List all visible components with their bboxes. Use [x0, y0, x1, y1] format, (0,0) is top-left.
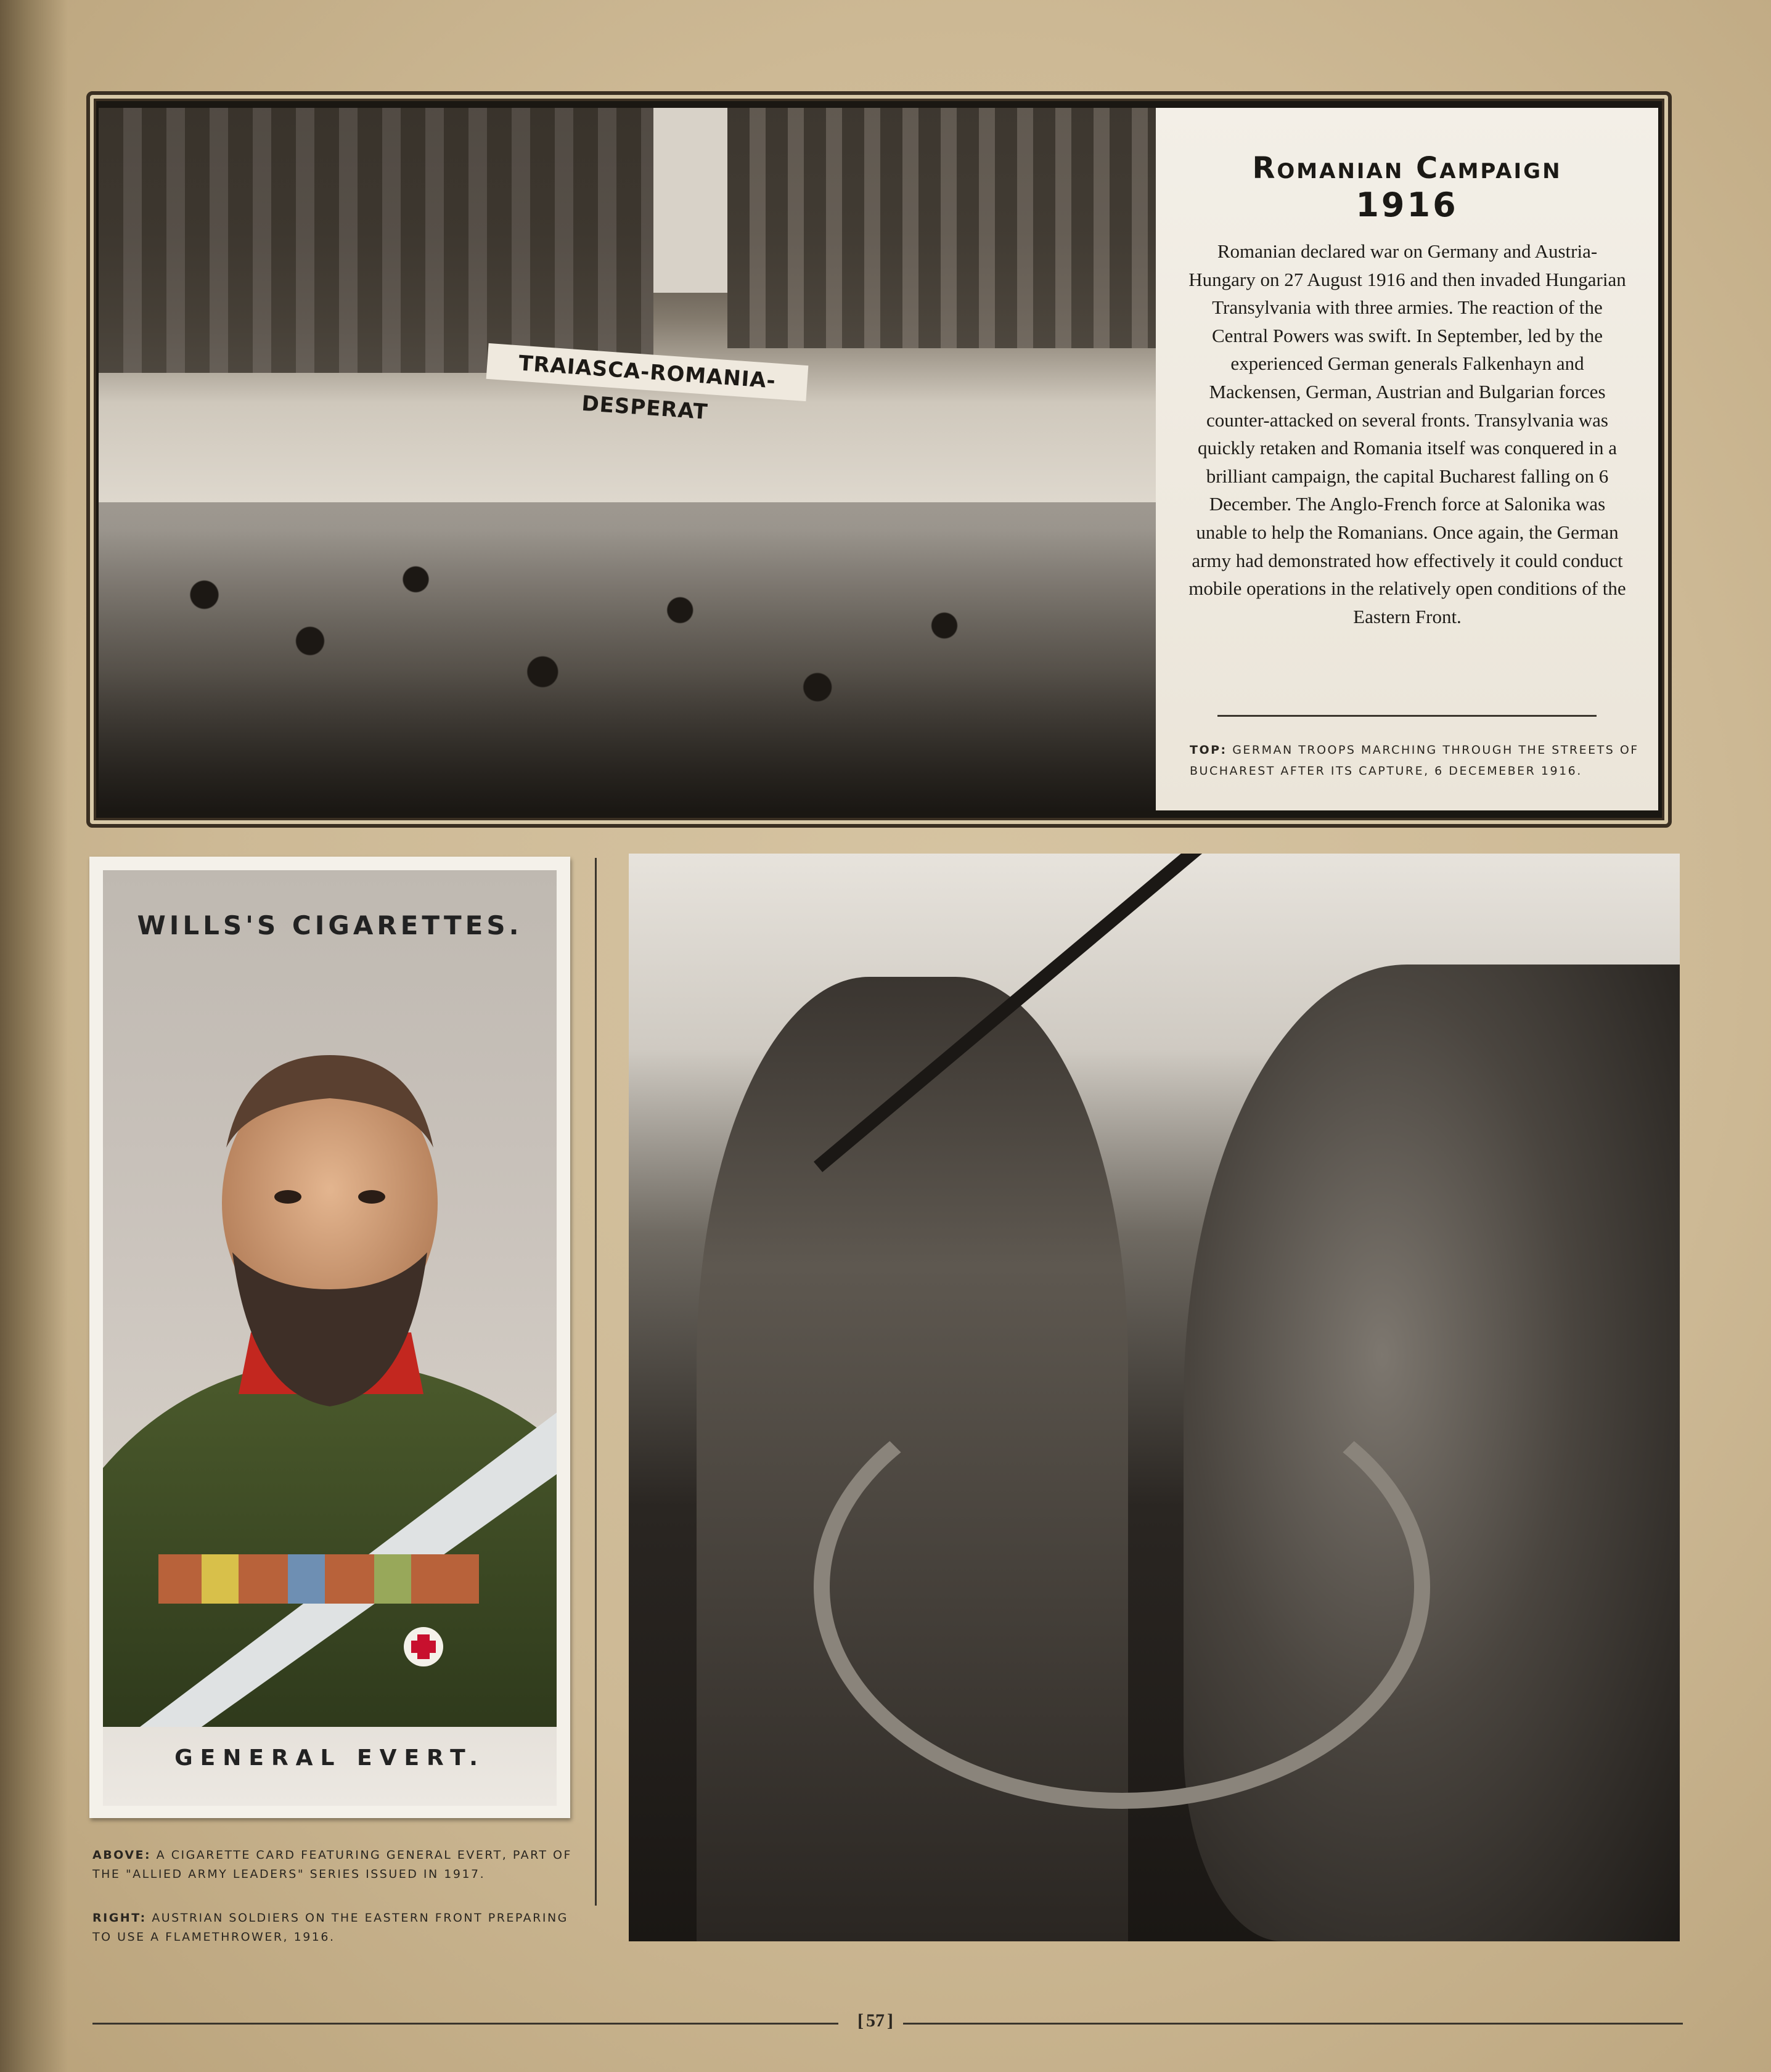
footer-rule-left	[92, 2023, 838, 2025]
right-caption	[92, 1909, 573, 1947]
right-building	[727, 108, 1156, 348]
panel-divider	[1217, 715, 1597, 717]
card-subject: GENERAL EVERT.	[174, 1745, 485, 1771]
page-number: [ 57 ]	[854, 2010, 897, 2031]
marching-troops	[99, 502, 1156, 810]
panel-body-text: Romanian declared war on Germany and Austria-Hungary on 27 August 1916 and then invaded Hungarian Transylvania with three armies. The reaction of the Central Powers was swift. In September, led by the experienced German generals Falkenhayn and Mackensen, German, Austrian and Bulgarian forces counter-attacked on several fronts. Transylvania was quickly retaken and Romania itself was conquered in a brilliant campaign, the capital Bucharest falling on 6 December. The Anglo-French force at Salonika was unable to help the Romanians. Once again, the German army had demonstrated how effectively it could conduct mobile operations in the relatively open conditions of the Eastern Front.	[1188, 240, 1626, 627]
top-photo-caption	[1190, 740, 1640, 781]
book-spine-shadow	[0, 0, 68, 2072]
left-building	[99, 108, 653, 373]
flamethrower-hose	[814, 1365, 1430, 1809]
tunic	[103, 1363, 557, 1727]
caption-text-right: AUSTRIAN SOLDIERS ON THE EASTERN FRONT PREPARING TO USE A FLAMETHROWER, 1916.	[92, 1911, 568, 1944]
caption-text-above: A CIGARETTE CARD FEATURING GENERAL EVERT, PART OF THE "ALLIED ARMY LEADERS" SERIES ISSUED IN 1917.	[92, 1848, 572, 1881]
caption-label-right: RIGHT:	[92, 1911, 147, 1925]
caption-label-top: TOP:	[1190, 743, 1227, 757]
romanian-campaign-panel	[1156, 108, 1658, 810]
general-evert-portrait	[103, 1000, 557, 1727]
panel-title: Romanian Campaign	[1252, 151, 1562, 186]
footer-rule-right	[903, 2023, 1683, 2025]
caption-text-top: GERMAN TROOPS MARCHING THROUGH THE STREETS OF BUCHAREST AFTER ITS CAPTURE, 6 DECEMEBER 1916.	[1190, 743, 1639, 778]
street-banner: TRAIASCA-ROMANIA-DESPERAT	[486, 343, 809, 401]
column-divider	[595, 858, 597, 1906]
flamethrower-photo	[629, 854, 1680, 1941]
card-brand: WILLS'S CIGARETTES.	[137, 910, 523, 940]
panel-year: 1916	[1356, 186, 1458, 224]
bucharest-street-photo	[99, 108, 1156, 810]
caption-label-above: ABOVE:	[92, 1848, 152, 1862]
cigarette-card-face	[103, 870, 557, 1806]
above-caption	[92, 1846, 573, 1884]
cigarette-card	[89, 857, 570, 1818]
sky	[653, 108, 727, 293]
